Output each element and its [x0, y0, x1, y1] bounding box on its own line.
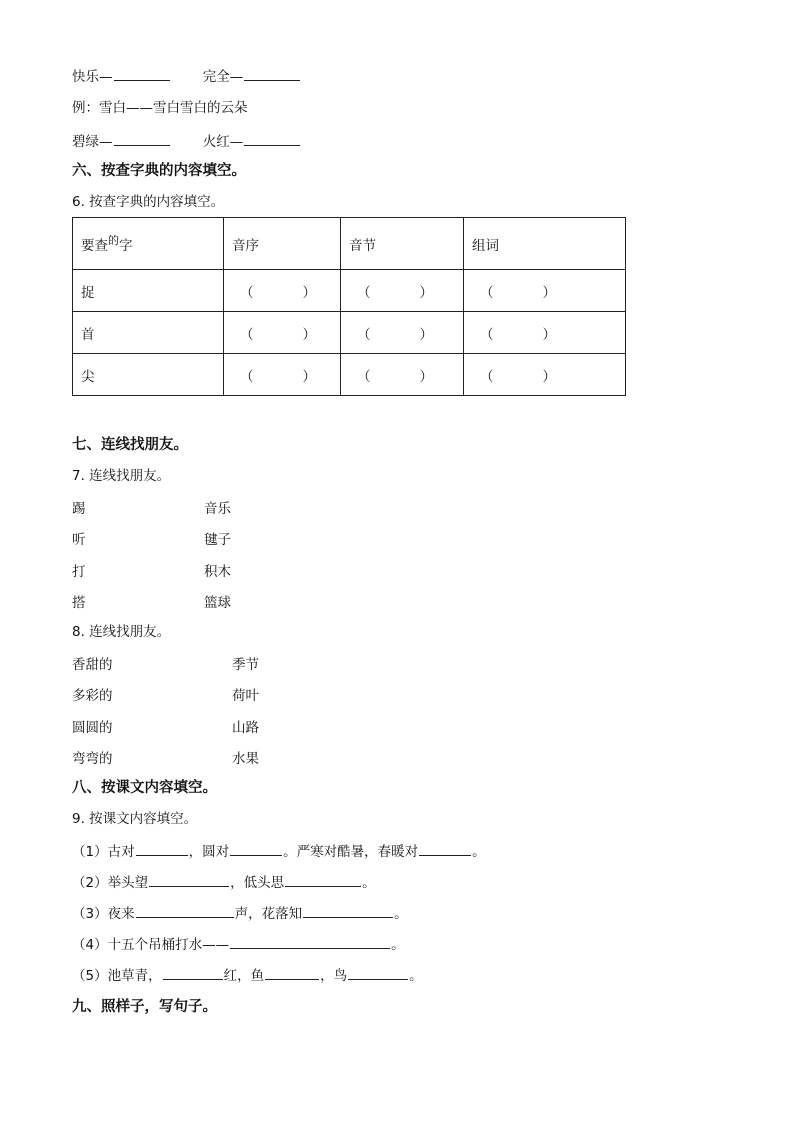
answer-blank[interactable]: [163, 965, 223, 980]
match-left-item[interactable]: 听: [72, 532, 86, 548]
answer-blank[interactable]: [136, 903, 234, 918]
answer-blank[interactable]: [136, 841, 188, 856]
word-line-1: [72, 66, 301, 87]
header-yinjie: 音节: [341, 218, 464, 270]
word-prompt: 快乐—: [72, 69, 113, 85]
fill-item-1: （1）古对 ，圆对 。严寒对酷暑，春暖对 。: [72, 841, 486, 862]
section-9-title: 九、照样子，写句子。: [72, 999, 217, 1015]
answer-blank[interactable]: [149, 872, 229, 887]
match-left-item[interactable]: 打: [72, 564, 86, 580]
match-right-item[interactable]: 篮球: [204, 595, 231, 611]
answer-blank[interactable]: [419, 841, 471, 856]
answer-cell[interactable]: （ ）: [224, 270, 341, 312]
table-header-row: [73, 218, 626, 270]
header-zuci: 组词: [464, 218, 626, 270]
fill-item-5: （5）池草青， 红，鱼 ，鸟 。: [72, 965, 423, 986]
section-6-title: 六、按查字典的内容填空。: [72, 163, 246, 179]
answer-blank[interactable]: [244, 66, 300, 81]
answer-blank[interactable]: [114, 131, 170, 146]
match-right-item[interactable]: 季节: [232, 657, 259, 673]
example-line: 例：雪白——雪白雪白的云朵: [72, 100, 248, 116]
question-6: 6. 按查字典的内容填空。: [72, 194, 225, 210]
match-left-item[interactable]: 香甜的: [72, 657, 113, 673]
header-yinxu: 音序: [224, 218, 341, 270]
answer-blank[interactable]: [244, 131, 300, 146]
table-row: [73, 354, 626, 396]
table-row: [73, 270, 626, 312]
word-prompt: 完全—: [202, 69, 244, 85]
match-left-item[interactable]: 搭: [72, 595, 86, 611]
answer-cell[interactable]: （ ）: [464, 312, 626, 354]
answer-blank[interactable]: [348, 965, 408, 980]
word-prompt: 碧绿—: [72, 134, 113, 150]
answer-cell[interactable]: （ ）: [464, 354, 626, 396]
word-prompt: 火红—: [202, 134, 244, 150]
question-7: 7. 连线找朋友。: [72, 468, 171, 484]
match-right-item[interactable]: 荷叶: [232, 688, 259, 704]
match-right-item[interactable]: 毽子: [204, 532, 231, 548]
match-left-item[interactable]: 踢: [72, 501, 86, 517]
match-left-item[interactable]: 圆圆的: [72, 720, 113, 736]
word-line-2: [72, 131, 301, 152]
match-right-item[interactable]: 音乐: [204, 501, 231, 517]
answer-blank[interactable]: [285, 872, 361, 887]
fill-item-2: （2）举头望 ，低头思 。: [72, 872, 376, 893]
answer-cell[interactable]: （ ）: [224, 312, 341, 354]
char-cell: 捉: [73, 270, 224, 312]
answer-blank[interactable]: [114, 66, 170, 81]
header-char: 要查$^的$字: [73, 218, 224, 270]
char-cell: 首: [73, 312, 224, 354]
question-9: 9. 按课文内容填空。: [72, 811, 198, 827]
match-left-item[interactable]: 多彩的: [72, 688, 113, 704]
dictionary-table: [72, 217, 626, 396]
match-right-item[interactable]: 山路: [232, 720, 259, 736]
match-right-item[interactable]: 积木: [204, 564, 231, 580]
answer-cell[interactable]: （ ）: [341, 354, 464, 396]
answer-blank[interactable]: [265, 965, 319, 980]
answer-blank[interactable]: [230, 934, 390, 949]
match-right-item[interactable]: 水果: [232, 751, 259, 767]
question-8: 8. 连线找朋友。: [72, 624, 171, 640]
fill-item-3: （3）夜来 声，花落知 。: [72, 903, 408, 924]
match-left-item[interactable]: 弯弯的: [72, 751, 113, 767]
answer-cell[interactable]: （ ）: [341, 312, 464, 354]
answer-cell[interactable]: （ ）: [464, 270, 626, 312]
fill-item-4: （4）十五个吊桶打水—— 。: [72, 934, 405, 955]
answer-cell[interactable]: （ ）: [341, 270, 464, 312]
answer-blank[interactable]: [230, 841, 282, 856]
char-cell: 尖: [73, 354, 224, 396]
answer-cell[interactable]: （ ）: [224, 354, 341, 396]
table-row: [73, 312, 626, 354]
section-8-title: 八、按课文内容填空。: [72, 780, 217, 796]
answer-blank[interactable]: [303, 903, 393, 918]
section-7-title: 七、连线找朋友。: [72, 437, 188, 453]
